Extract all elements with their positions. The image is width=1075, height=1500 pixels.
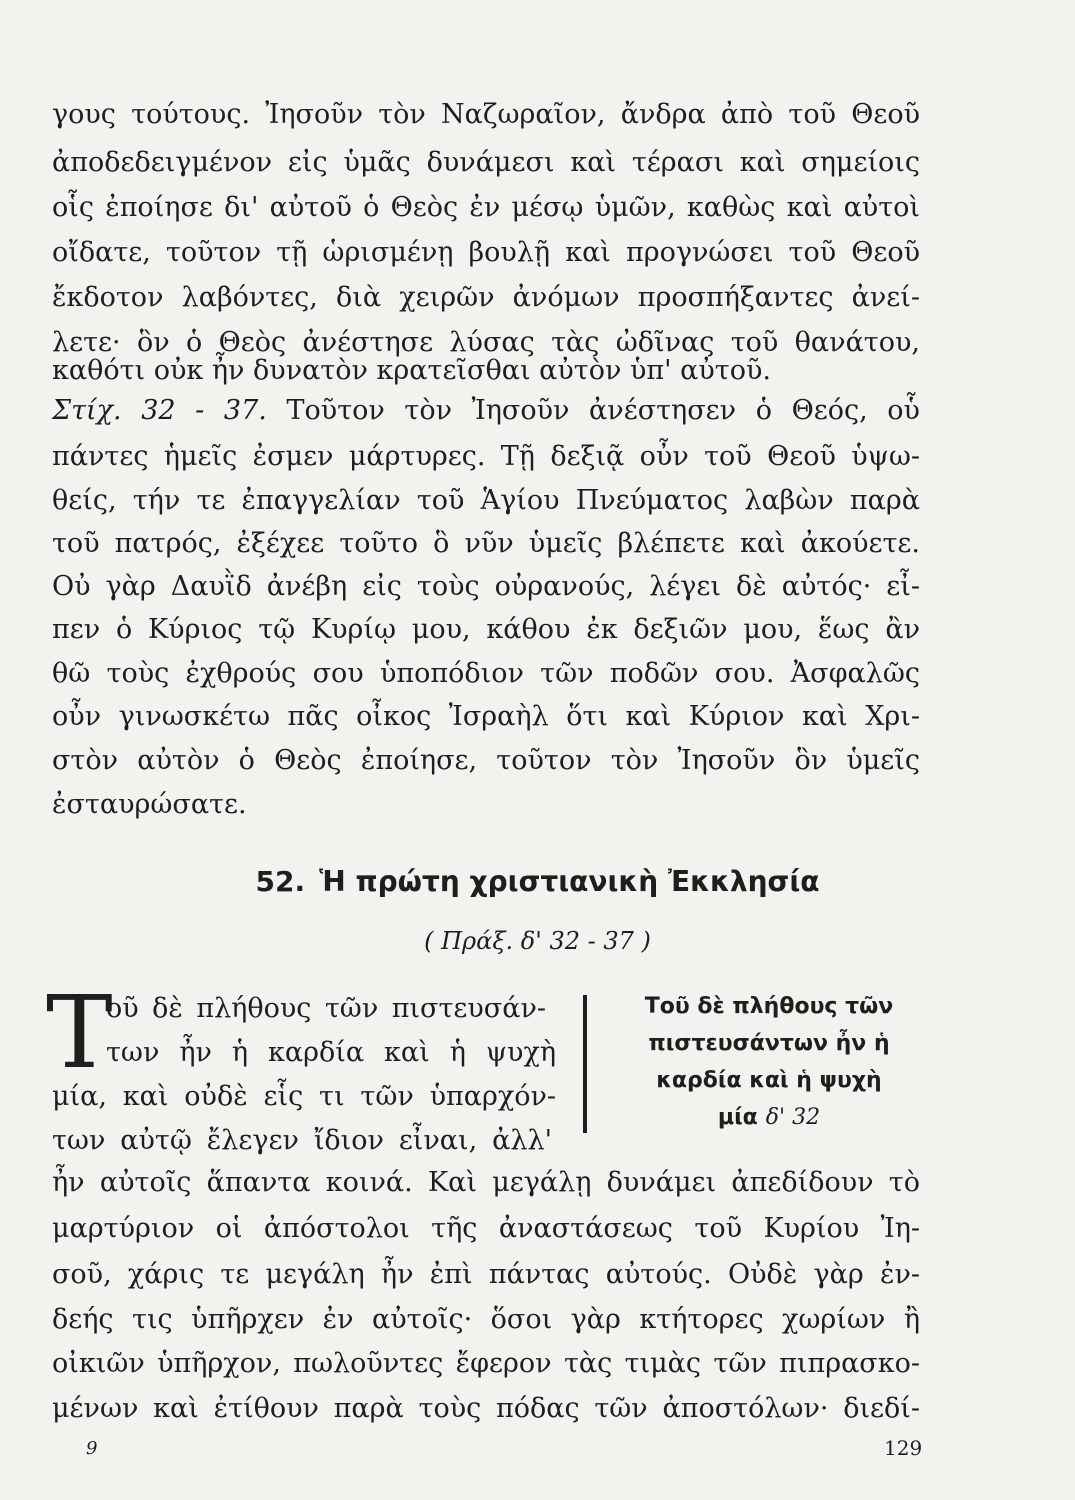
- drop-cap: Τ: [46, 974, 113, 1091]
- text-line: ἔκδοτον λαβόντες, διὰ χειρῶν ἀνόμων προσπήξαντες ἀνεί-: [52, 282, 920, 313]
- text-line: των ἦν ἡ καρδία καὶ ἡ ψυχὴ: [106, 1037, 556, 1068]
- section-number: 52.: [255, 865, 306, 898]
- text-line: καθότι οὐκ ἦν δυνατὸν κρατεῖσθαι αὐτὸν ὑπ' αὐτοῦ.: [52, 355, 771, 386]
- text-line: μία, καὶ οὐδὲ εἷς τι τῶν ὑπαρχόν-: [52, 1081, 556, 1112]
- text-line: των αὐτῷ ἔλεγεν ἴδιον εἶναι, ἀλλ': [52, 1125, 552, 1156]
- text-line: οὖν γινωσκέτω πᾶς οἶκος Ἰσραὴλ ὅτι καὶ Κύριον καὶ Χρι-: [52, 701, 920, 732]
- sidenote-line: καρδία καὶ ἡ ψυχὴ: [656, 1068, 882, 1093]
- section-heading: [0, 862, 1075, 902]
- text-line: πεν ὁ Κύριος τῷ Κυρίῳ μου, κάθου ἐκ δεξιῶν μου, ἕως ἂν: [52, 614, 920, 645]
- text-line: λετε· ὃν ὁ Θεὸς ἀνέστησε λύσας τὰς ὠδῖνας τοῦ θανάτου,: [52, 327, 920, 358]
- text-line: ἀποδεδειγμένον εἰς ὑμᾶς δυνάμεσι καὶ τέρασι καὶ σημείοις: [52, 147, 920, 178]
- text-line: ἦν αὐτοῖς ἅπαντα κοινά. Καὶ μεγάλῃ δυνάμει ἀπεδίδουν τὸ: [52, 1167, 920, 1198]
- sidenote-line: πιστευσάντων ἦν ἡ: [648, 1031, 890, 1056]
- text-line: θῶ τοὺς ἐχθρούς σου ὑποπόδιον τῶν ποδῶν σου. Ἀσφαλῶς: [52, 658, 920, 689]
- verse-first-line-text: Τοῦτον τὸν Ἰησοῦν ἀνέστησεν ὁ Θεός, οὗ: [286, 395, 920, 426]
- sidenote-text: μία: [717, 1105, 758, 1130]
- text-line: οῦ δὲ πλήθους τῶν πιστευσάν-: [106, 993, 546, 1024]
- signature-mark: 9: [86, 1438, 98, 1459]
- text-line: οἰκιῶν ὑπῆρχον, πωλοῦντες ἔφερον τὰς τιμὰς τῶν πιπρασκο-: [52, 1348, 920, 1379]
- text-line: δεής τις ὑπῆρχεν ἐν αὐτοῖς· ὅσοι γὰρ κτήτορες χωρίων ἢ: [52, 1304, 920, 1335]
- text-line: σοῦ, χάρις τε μεγάλη ἦν ἐπὶ πάντας αὐτούς. Οὐδὲ γὰρ ἐν-: [52, 1259, 920, 1290]
- text-line: μένων καὶ ἐτίθουν παρὰ τοὺς πόδας τῶν ἀποστόλων· διεδί-: [52, 1393, 920, 1424]
- sidenote-reference: δ' 32: [765, 1105, 821, 1130]
- text-line: τοῦ πατρός, ἐξέχεε τοῦτο ὃ νῦν ὑμεῖς βλέπετε καὶ ἀκούετε.: [52, 528, 920, 559]
- text-line: θείς, τήν τε ἐπαγγελίαν τοῦ Ἁγίου Πνεύματος λαβὼν παρὰ: [52, 485, 920, 516]
- text-line: μαρτύριον οἱ ἀπόστολοι τῆς ἀναστάσεως τοῦ Κυρίου Ἰη-: [52, 1213, 920, 1244]
- margin-rule: [583, 995, 587, 1133]
- sidenote-line: Τοῦ δὲ πλήθους τῶν: [644, 994, 894, 1019]
- verse-first-line: [52, 392, 920, 430]
- text-line: στὸν αὐτὸν ὁ Θεὸς ἐποίησε, τοῦτον τὸν Ἰησοῦν ὃν ὑμεῖς: [52, 745, 920, 776]
- section-reference: ( Πράξ. δ' 32 - 37 ): [424, 927, 651, 955]
- text-line: πάντες ἡμεῖς ἐσμεν μάρτυρες. Τῇ δεξιᾷ οὖν τοῦ Θεοῦ ὑψω-: [52, 441, 920, 472]
- verse-reference: Στίχ. 32 - 37.: [52, 395, 267, 426]
- text-line: οἷς ἐποίησε δι' αὐτοῦ ὁ Θεὸς ἐν μέσῳ ὑμῶν, καθὼς καὶ αὐτοὶ: [52, 192, 920, 223]
- page-number: 129: [884, 1436, 923, 1460]
- text-line: οἴδατε, τοῦτον τῇ ὡρισμένῃ βουλῇ καὶ προγνώσει τοῦ Θεοῦ: [52, 237, 920, 268]
- text-line: γους τούτους. Ἰησοῦν τὸν Ναζωραῖον, ἄνδρα ἀπὸ τοῦ Θεοῦ: [52, 99, 920, 130]
- text-line: ἐσταυρώσατε.: [52, 789, 247, 820]
- sidenote-last-line: [604, 1099, 934, 1136]
- section-title: Ἡ πρώτη χριστιανικὴ Ἐκκλησία: [319, 865, 820, 898]
- text-line: Οὐ γὰρ Δαυῒδ ἀνέβη εἰς τοὺς οὐρανούς, λέγει δὲ αὐτός· εἶ-: [52, 571, 920, 602]
